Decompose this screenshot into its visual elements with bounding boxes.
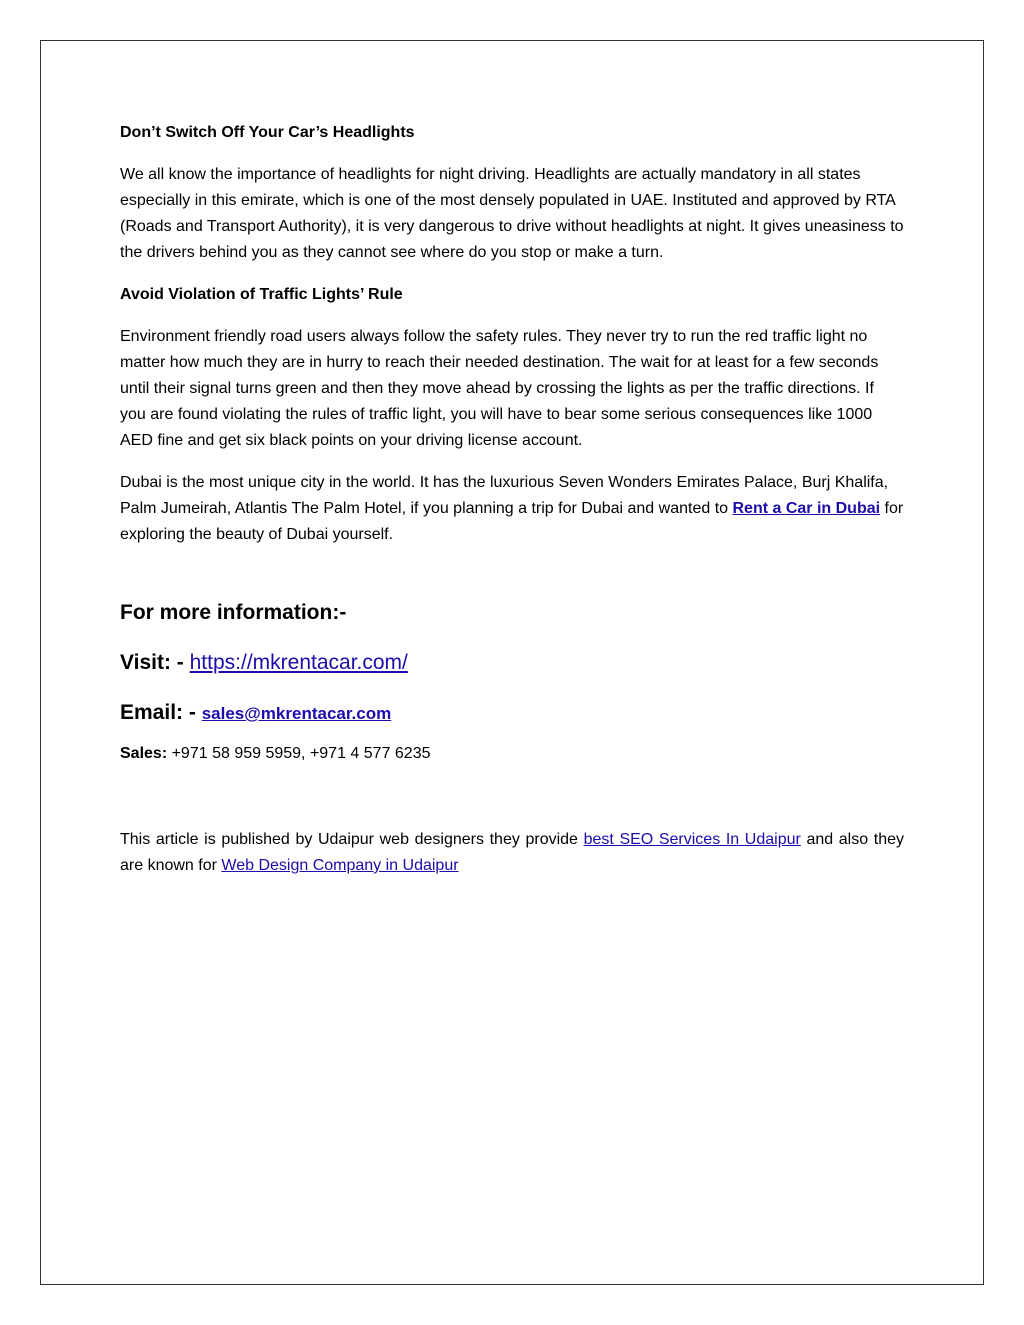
rent-a-car-link[interactable]: Rent a Car in Dubai	[732, 500, 881, 517]
footer-text-middle: and also they are known for	[120, 831, 905, 874]
sales-label: Sales:	[120, 745, 168, 762]
sales-numbers: +971 58 959 5959, +971 4 577 6235	[167, 745, 431, 762]
email-label: Email: -	[120, 701, 202, 724]
email-link[interactable]: sales@mkrentacar.com	[201, 704, 392, 723]
seo-services-link[interactable]: best SEO Services In Udaipur	[583, 831, 801, 848]
email-line	[120, 698, 904, 729]
section-body-traffic-lights: Environment friendly road users always follow the safety rules. They never try to run the red traffic light no matter how much they are in hurry to reach their needed destination. The wait for at least for a few seconds until their signal turns green and then they move ahead by crossing the lights as per the traffic directions. If you are found violating the rules of traffic light, you will have to bear some serious consequences like 1000 AED fine and get six black points on your driving license account.	[120, 328, 879, 449]
web-design-company-link[interactable]: Web Design Company in Udaipur	[221, 857, 459, 874]
section-heading-headlights: Don’t Switch Off Your Car’s Headlights	[120, 124, 415, 141]
section-body-headlights: We all know the importance of headlights for night driving. Headlights are actually mandatory in all states especially in this emirate, which is one of the most densely populated in UAE. Instituted and approved by RTA (Roads and Transport Authority), it is very dangerous to drive without headlights at night. It gives uneasiness to the drivers behind you as they cannot see where do you stop or make a turn.	[120, 166, 904, 261]
sales-line	[120, 741, 904, 767]
visit-line	[120, 648, 904, 678]
footer-text-before: This article is published by Udaipur web designers they provide	[120, 831, 584, 848]
visit-label: Visit: -	[120, 651, 190, 674]
dubai-text-after: for exploring the beauty of Dubai yourself.	[120, 500, 904, 543]
document-content	[120, 120, 904, 879]
footer-paragraph	[120, 827, 904, 879]
info-heading: For more information:-	[120, 601, 347, 624]
website-link[interactable]: https://mkrentacar.com/	[189, 651, 408, 674]
section-heading-traffic-lights: Avoid Violation of Traffic Lights’ Rule	[120, 286, 403, 303]
dubai-text-before: Dubai is the most unique city in the world. It has the luxurious Seven Wonders Emirates Palace, Burj Khalifa, Palm Jumeirah, Atlantis The Palm Hotel, if you planning a trip for Dubai and wanted to	[120, 474, 889, 517]
section-body-dubai	[120, 470, 904, 548]
